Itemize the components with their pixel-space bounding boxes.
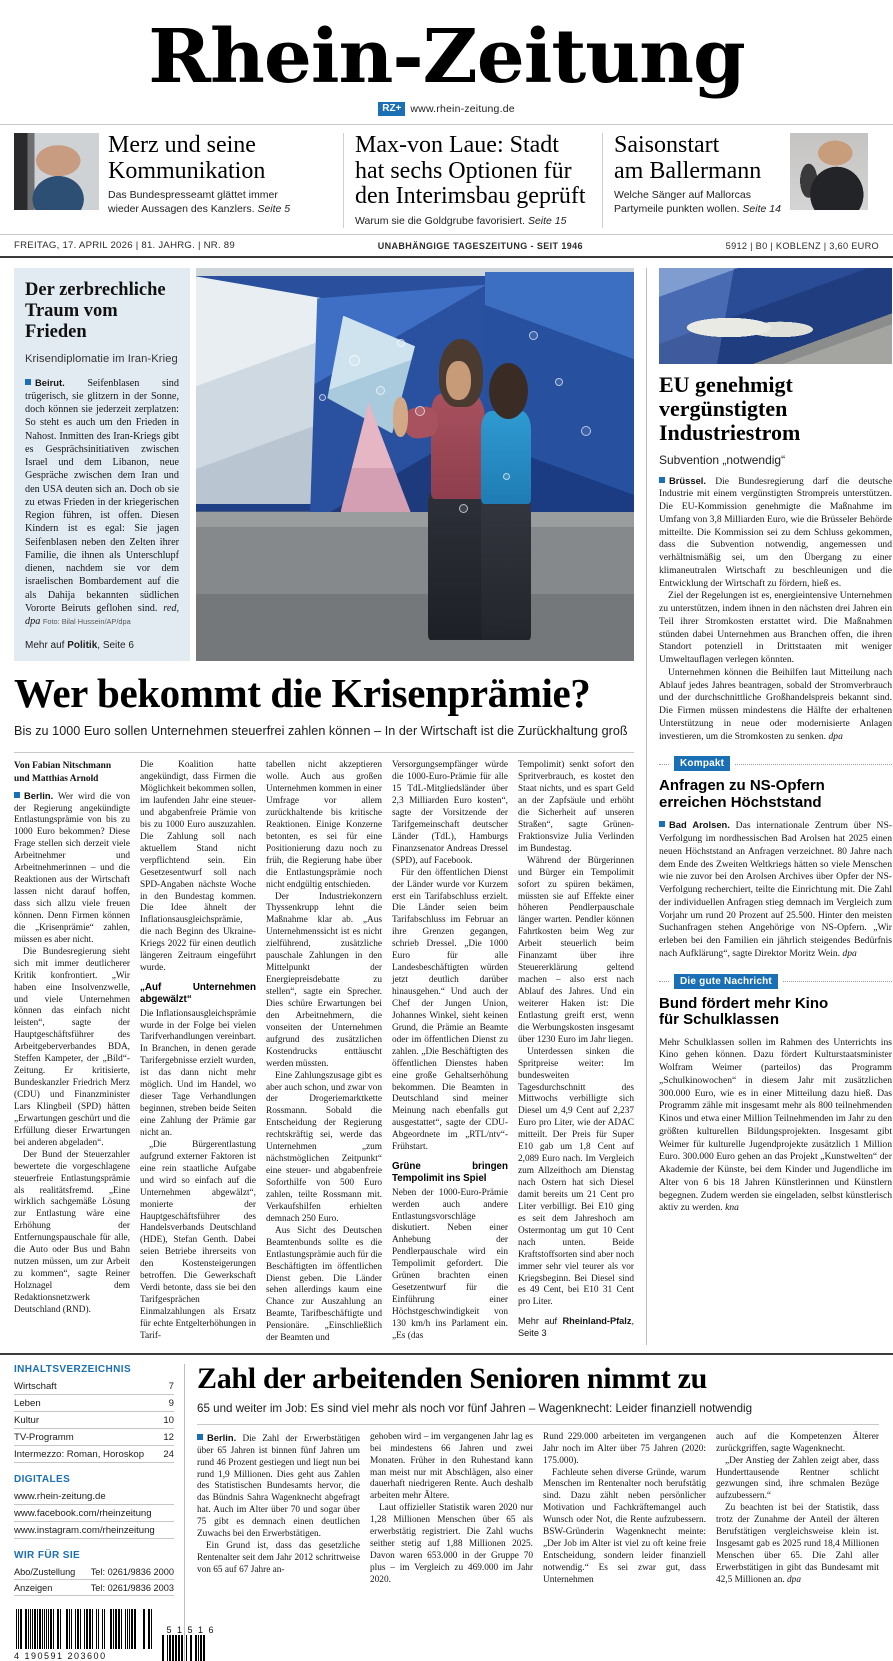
- service-phone: Tel: 0261/9836 2003: [90, 1582, 174, 1593]
- barcode-area: [14, 1609, 215, 1661]
- paragraph: Der Industriekonzern Thyssenkrupp lehnt die Maßnahme klar ab. „Aus Unternehmenssicht ist es nicht zielführend, zusätzliche pauschale Zahlungen in den Mittelpunkt der Energiepreisdebatte zu stellen“, sagte ein Sprecher. Dies schüre Erwartungen bei den Arbeitnehmern, die vonseiten der Unternehmen aufgrund des zusätzlichen Kostendrucks enttäuscht werden müssten.: [266, 891, 382, 1069]
- lead-story-text: [25, 377, 179, 629]
- lead-story-headline: Der zerbrechliche Traum vom Frieden: [25, 280, 166, 342]
- lead-story-kicker: Krisendiplomatie im Iran-Krieg: [25, 352, 178, 365]
- eu-article-photo: [659, 268, 892, 364]
- main-article-column-1: Von Fabian Nitschmann und Matthias Arnold Berlin. Wer wird die von der Regierung angekündigte Entlastungsprämie von bis zu 1000 Euro bekommen? Diese Frage stellen sich derzeit viele Arbeitnehmer und Arbeitnehmerinnen – und die Reaktionen aus der Wirtschaft lassen nicht darauf hoffen, dass sich allzu viele freuen können. Denn Firmen können die „Krisenprämie“ zahlen, müssen es aber nicht. Die Bundesregierung sieht sich mit immer deutlicherer Kritik konfrontiert. „Wir haben eine Insolvenzwelle, und viele Unternehmen können das einfach nicht leisten“, sagte der Hauptgeschäftsführer des Arbeitgeberverbandes BDA, Steffen Kampeter, der „Bild“-Zeitung. Er kritisierte, Bundeskanzler Friedrich Merz (CDU) und Finanzminister Lars Klingbeil (SPD) hätten „Erwartungen geschürt und die Erfüllung dieser Erwartungen bei anderen abgeladen“. Der Bund der Steuerzahler bewertete die vorgeschlagene steuerfreie Entlastungsprämie als realitätsfremd. „Eine wirklich sachgemäße Lösung zur Entlastung wäre eine Erhöhung der Entfernungspauschale für alle, die Auto oder Bus und Bahn nutzen müssen, um zur Arbeit zu kommen“, sagte Reiner Holznagel dem Redaktionsnetzwerk Deutschland (RND).: [14, 761, 131, 1315]
- index-entry-label: Intermezzo: Roman, Horoskop: [14, 1448, 145, 1460]
- dateline-date: FREITAG, 17. APRIL 2026 | 81. JAHRG. | NR. 89: [14, 240, 235, 252]
- lead-story-body: Seifenblasen sind trügerisch, sie glitzern in der Sonne, doch können sie jederzeit zerplatzen: So steht es auch um den Frieden in Nahost. Inmitten des Iran-Kriegs gibt es Gesprächsinitiativen zwischen Israel und dem Libanon, neue Gespräche zwischen dem Iran und den USA deuten sich an. Doch ob sie zu etwas Frieden in der kriegerischen Region führen, ist offen. Diesen Kindern ist es egal: Sie jagen Seifenblasen neben den Zelten ihrer Familie, die ihnen als Unterschlupf dienen, nachdem sie vor dem israelischen Bombardement auf die als Dahija bekannten südlichen Vororte Beiruts geflohen sind.: [25, 377, 179, 614]
- main-article-subhead-1: „Auf Unternehmen abgewälzt“: [140, 982, 256, 1005]
- index-title: INHALTSVERZEICHNIS: [14, 1364, 132, 1376]
- teaser-saisonstart[interactable]: [602, 133, 879, 228]
- gute-nachricht-tag-row: [659, 974, 892, 989]
- bottom-article-column-4: [716, 1432, 879, 1587]
- index-entry-label: Wirtschaft: [14, 1380, 57, 1392]
- paragraph: Tempolimit) senkt sofort den Spritverbrauch, es kostet den Staat nichts, und es spart Geld an der Zapfsäule und erhöht die Sicherheit auf unseren Straßen“, sagte Grünen-Fraktionsvize Julia Verlinden im Bundestag.: [518, 760, 634, 854]
- dateline-edition-price: 5912 | B0 | KOBLENZ | 3,60 EURO: [725, 240, 879, 251]
- gute-nachricht-body: Mehr Schulklassen sollen im Rahmen des Unterrichts ins Kino gehen können. Dazu fördert Kulturstaatsminister Wolfram Weimer (parteilos) das Programm „Schulkinowochen“ in diesem Jahr mit zusätzlichen 300.000 Euro, wie es in einer Mitteilung dazu hieß. Das Programm zähle mit insgesamt mehr als 800 teilnehmenden Kinos und etwa einer Million Teilnehmenden im Jahr zu den größten kulturellen Bildungsprojekten. Insgesamt gibt Weimer für kulturelle Jugendprojekte zusätzlich 1 Million Euro. 300.000 Euro gehen an das Projekt „Kunstwelten“ der Akademie der Künste, bei dem Kinder und Jugendliche im Alter von 6 bis 18 Jahren Künstlerinnen und Künstlern begegnen. Zudem werden sie eingeladen, selbst künstlerisch aktiv zu werden. kna: [659, 1036, 892, 1214]
- kompakt-tag: Kompakt: [674, 756, 730, 771]
- paragraph: Eine Zahlungszusage gibt es aber auch schon, und zwar von der Drogeriemarktkette Rossmann. Sobald die Entscheidung der Regierung rechtskräftig sei, werde das Unternehmen „zum nächstmöglichen Zeitpunkt“ eine steuer- und abgabenfreie Soforthilfe von 500 Euro zahlen, teilte Rossmann mit. Verkaufshilfen erhielten demnach 250 Euro.: [266, 1070, 382, 1224]
- kompakt-headline: Anfragen zu NS-Opfern erreichen Höchststand: [659, 777, 825, 811]
- bullet-square-icon: [659, 821, 665, 827]
- teaser-saisonstart-headline: Saisonstart am Ballermann: [614, 132, 762, 184]
- service-label: Abo/Zustellung: [14, 1566, 76, 1577]
- dateline-slogan: UNABHÄNGIGE TAGESZEITUNG - SEIT 1946: [377, 240, 583, 251]
- paragraph: Neben der 1000-Euro-Prämie werden auch andere Entlastungsvorschläge diskutiert. Neben einer Anhebung der Pendlerpauschale wird ein Tempolimit gefordert. Die Grünen brachten einen Gesetzentwurf für die Einführung einer Höchstgeschwindigkeit von 130 km/h ins Parlament ein. „Es (das: [392, 1187, 508, 1341]
- index-entry-page: 7: [168, 1380, 174, 1392]
- main-article-columns: [14, 752, 634, 1345]
- teaser-max-von-laue-subline: Warum sie die Goldgrube favorisiert. Seite 15: [355, 214, 567, 227]
- masthead: [0, 0, 893, 116]
- bottom-article-place: Berlin.: [207, 1431, 237, 1443]
- bottom-section: [0, 1353, 893, 1661]
- paragraph: Die Bundesregierung sieht sich mit immer deutlicherer Kritik konfrontiert. „Wir haben eine Insolvenzwelle, und viele Unternehmen können das einfach nicht leisten“, sagte der Hauptgeschäftsführer des Arbeitgeberverbandes BDA, Steffen Kampeter, der „Bild“-Zeitung. Er kritisierte, Bundeskanzler Friedrich Merz (CDU) und Finanzminister Lars Klingbeil (SPD) hätten „Erwartungen geschürt und die Erfüllung dieser Erwartungen bei anderen abgeladen“.: [14, 946, 130, 1148]
- paragraph: Rund 229.000 arbeiteten im vergangenen Jahr noch im Alter über 75 Jahren (2020: 175.000).: [543, 1431, 706, 1466]
- paragraph: „Der Anstieg der Zahlen zeigt aber, dass Hunderttausende Rentner schlicht gezwungen sind, ihre schmalen Bezüge aufzubessern.“: [716, 1455, 879, 1502]
- teaser-saisonstart-photo: [790, 133, 868, 210]
- kompakt-tag-row: [659, 756, 892, 771]
- paragraph: Ein Grund ist, dass das gesetzliche Rentenalter seit dem Jahr 2012 schrittweise von 65 auf 67 Jahre an-: [197, 1541, 360, 1576]
- bottom-article-column-3: [543, 1432, 706, 1587]
- digitales-title: DIGITALES: [14, 1474, 71, 1486]
- bullet-square-icon: [14, 792, 20, 798]
- child-figure-2: [476, 363, 537, 646]
- masthead-url-line: [0, 102, 893, 116]
- gute-nachricht-tag: Die gute Nachricht: [674, 974, 778, 989]
- paragraph: Aus Sicht des Deutschen Beamtenbunds sollte es die Entlastungsprämie auch für die Beschäftigten im öffentlichen Dienst geben. Die Länder sehen allerdings kaum eine Chance zur Auszahlung an Beamte, Tarifbeschäftigte und Pensionäre. „Einschließlich der Beamten und: [266, 1225, 382, 1344]
- index-entry-label: Kultur: [14, 1414, 40, 1426]
- eu-article-kicker: Subvention „notwendig“: [659, 452, 786, 467]
- paragraph: auch auf die Kompetenzen Älterer zurückgriffen, sagte Wagenknecht.: [716, 1431, 879, 1454]
- teaser-bar: [0, 124, 893, 235]
- rz-plus-badge[interactable]: RZ+: [378, 102, 405, 116]
- bottom-article-subhead: 65 und weiter im Job: Es sind viel mehr als noch vor fünf Jahren – Wagenknecht: Leider finanziell notwendig: [197, 1401, 753, 1415]
- lead-story-photo-credit: Foto: Bilal Hussein/AP/dpa: [42, 617, 131, 627]
- service-phone: Tel: 0261/9836 2000: [90, 1566, 174, 1577]
- paragraph: Unternehmen können die Beihilfen laut Mitteilung nach Ablauf jedes Jahres beantragen, sobald der Stromverbrauch und der durchschnittliche Großhandelspreis bekannt sind. Die Firmen müssen mindestens die Hälfte der erhaltenen Unterstützung in neue oder modernisierte Anlagen investieren, um die Stromkosten zu senken. dpa: [659, 666, 892, 742]
- teaser-max-von-laue-headline: Max-von Laue: Stadt hat sechs Optionen für den Interimsbau geprüft: [355, 132, 586, 210]
- index-entry-label: Leben: [14, 1397, 41, 1409]
- teaser-merz-headline: Merz und seine Kommunikation: [108, 132, 266, 184]
- bottom-article-columns: [197, 1424, 879, 1587]
- index-entry-page: 12: [163, 1431, 174, 1443]
- lead-story-box[interactable]: [14, 268, 190, 661]
- service-row-anzeigen: [14, 1580, 174, 1596]
- bullet-square-icon: [659, 477, 665, 483]
- index-entry-label: TV-Programm: [14, 1431, 74, 1443]
- paragraph: gehoben wird – im vergangenen Jahr lag es bei mindestens 66 Jahren und zwei Monaten. Früher in den Ruhestand kann man meist nur mit Abschlägen, also einer dauerhaft niedrigeren Rente. Auch deshalb arbeiten mehr Ältere.: [370, 1431, 533, 1502]
- paragraph: Ziel der Regelungen ist es, energieintensive Unternehmen zu unterstützen, indem ihnen in den nächsten drei Jahren ein Teil ihrer Stromkosten erstattet wird. Die Maßnahmen stünden dabei Unternehmen aus Branchen offen, die ihren Standort potenziell in Drittstaaten mit weniger Umweltauflagen verlegen könnten.: [659, 590, 892, 666]
- eu-article-body: Brüssel. Die Bundesregierung darf die deutsche Industrie mit einem vergünstigten Strompreis unterstützen. Die EU-Kommission genehmigte die Maßnahme im Umfang von 3,8 Milliarden Euro, wie die Brüsseler Behörde mitteilte. Die Kommission sei zu dem Schluss gekommen, dass die Subvention notwendig, angemessen und verhältnismäßig sei, um den Übergang zu einer klimaneutralen Wirtschaft zu beschleunigen und die Entwicklung der Wirtschaft zu fördern, hieß es. Ziel der Regelungen ist es, energieintensive Unternehmen zu unterstützen, indem ihnen in den nächsten drei Jahren ein Teil ihrer Stromkosten erstattet wird. Die Maßnahmen stünden dabei Unternehmen aus Branchen offen, die ihren Standort potenziell in Drittstaaten mit weniger Umweltauflagen verlegen könnten. Unternehmen können die Beihilfen laut Mitteilung nach Ablauf jedes Jahres beantragen, sobald der Stromverbrauch und der durchschnittliche Großhandelspreis bekannt sind. Die Firmen müssen mindestens die Hälfte der erhaltenen Unterstützung in neue oder modernisierte Anlagen investieren, um die Stromkosten zu senken. dpa: [659, 474, 893, 742]
- index-entry[interactable]: [14, 1378, 174, 1395]
- teaser-saisonstart-subline: Welche Sänger auf Mallorcas Partymeile punkten wollen. Seite 14: [614, 189, 781, 216]
- paragraph: Fachleute sehen diverse Gründe, warum Menschen im Rentenalter noch berufstätig sind. Dazu zählt neben persönlicher Motivation und Fachkräftemangel auch Wunsch oder Not, die Rente aufzubessern. BSW-Gründerin Wagenknecht meinte: „Der Job im Alter ist viel zu oft keine freie Entscheidung, sondern leider finanziell notwendig.“ Es sei zwar gut, dass Unternehmen: [543, 1467, 706, 1585]
- service-label: Anzeigen: [14, 1582, 53, 1593]
- index-box: [14, 1364, 215, 1661]
- lead-story-row: [14, 268, 634, 661]
- paragraph: Die Inflationsausgleichsprämie wurde in der Folge bei vielen Tarifverhandlungen vereinbart. In Branchen, in denen gerade Tarifergebnisse erzielt wurden, ist das dann nicht mehr möglich. Und im Handel, wo dieser Tage Verhandlungen beginnen, streben beide Seiten eine Zahlung der Prämie gar nicht an.: [140, 1008, 256, 1138]
- main-article-column-4: [392, 760, 508, 1345]
- index-entry-page: 10: [163, 1414, 174, 1426]
- lead-story-photo: [196, 268, 634, 661]
- right-rail: [646, 268, 892, 1345]
- digitales-link-website[interactable]: www.rhein-zeitung.de: [14, 1488, 174, 1505]
- main-article-column-2: [140, 760, 256, 1345]
- paragraph: Der Bund der Steuerzahler bewertete die vorgeschlagene steuerfreie Entlastungsprämie als realitätsfremd. „Eine wirklich sachgemäße Lösung zur Entlastung wäre eine Erhöhung der Entfernungspauschale für alle, die Auto oder Bus und Bahn nutzen müssen, um zur Arbeit zu kommen“, sagte Reiner Holznagel dem Redaktionsnetzwerk Deutschland (RND).: [14, 1149, 130, 1315]
- paragraph: Während der Bürgerinnen und Bürger ein Tempolimit sofort zu spüren bekämen, müssten sie auf Effekte einer höheren Pendlerpauschale länger warten. Pendler können Fahrtkosten beim Weg zur Arbeit steuerlich beim Finanzamt über ihre Steuererklärung geltend machen – also erst nach Ablauf des Jahres. Und ein weiterer Haken ist: Die Entlastung greift erst, wenn die Werbungskosten insgesamt über 1230 Euro im Jahr liegen.: [518, 855, 634, 1045]
- teaser-max-von-laue[interactable]: [343, 133, 602, 228]
- dateline-bar: [0, 235, 893, 258]
- paragraph: Laut offizieller Statistik waren 2020 nur 1,28 Millionen Menschen über 65 als erwerbstätig registriert. Die Zahl wuchs seither stetig auf 1,88 Millionen 2025. Davon waren 653.000 in der Gruppe 70 plus – im Vergleich zu 469.000 im Jahr 2020.: [370, 1503, 533, 1585]
- kompakt-body: Bad Arolsen. Das internationale Zentrum über NS-Verfolgung im nordhessischen Bad Arolsen hat 2025 einen neuen Höchststand an Anfragen verzeichnet. 80 Jahre nach dem Ende des Zweiten Weltkriegs hätten so viele Menschen wie nie zuvor bei den Arolsen Archives über Opfer der NS-Verfolgung recherchiert, teilte die Einrichtung mit. Die Zahl der individuellen Anfragen stieg demnach im Vergleich zum Vorjahr um rund 20 Prozent auf 25.500. Hinter den meisten Suchanfragen stehen Angehörige von NS-Opfern. „Wir erleben bei den Familien ein jährlich steigendes Bedürfnis nach Aufklärung“, sagte Direktor Moritz Wein. dpa: [659, 819, 893, 959]
- service-title: WIR FÜR SIE: [14, 1550, 81, 1562]
- bottom-article: [184, 1364, 879, 1661]
- paragraph: Die Koalition hatte angekündigt, dass Firmen die Möglichkeit bekommen sollen, im laufenden Jahr eine steuer- und abgabenfreie Prämie von bis zu 1000 Euro auszuzahlen. Die Zahlung soll nach aktuellem Stand nicht verpflichtend sein. Ein Gesetzesentwurf soll nach SPD-Angaben nächste Woche in den Bundestag kommen. Die Idee ähnelt der Inflationsausgleichsprämie, die nach Beginn des Ukraine-Kriegs 2022 für einen deutlich längeren Zeitraum eingeführt wurde.: [140, 760, 256, 974]
- bottom-article-headline: Zahl der arbeitenden Senioren nimmt zu: [197, 1362, 708, 1396]
- eu-article-place: Brüssel.: [669, 474, 706, 486]
- paragraph: „Die Bürgerentlastung aufgrund externer Faktoren ist eine rein staatliche Aufgabe und wird so einfach auf die Unternehmen abgewälzt“, monierte der Hauptgeschäftsführer des Handelsverbands Deutschland (HDE), Stefan Genth. Dabei seien Betriebe ihrerseits von den Kostensteigerungen betroffen. Die Gewerkschaft Verdi betonte, dass sie bei den Tarifgesprächen Einmalzahlungen als Ersatz für echte Entgelterhöhungen in Tarif-: [140, 1139, 256, 1341]
- main-article-column-5: [518, 760, 634, 1345]
- index-entry[interactable]: [14, 1446, 174, 1463]
- lead-story-place: Beirut.: [35, 376, 65, 388]
- main-article-headline: Wer bekommt die Krisenprämie?: [14, 670, 591, 717]
- page-body: [0, 258, 893, 1345]
- paragraph: Für den öffentlichen Dienst der Länder wurde vor Kurzem erst ein Tarifabschluss erzielt. Die Länder seien beim Tarifabschluss im Februar an ihre Grenzen gegangen, schrieb Dressel. „Die 1000 Euro für alle Landesbeschäftigten würden jetzt deutlich darüber hinausgehen.“ Und auch der Chef der Jungen Union, Johannes Winkel, sieht keinen Grund, die Prämie an Beamte oder im öffentlichen Dienst zu zahlen. „Die Beschäftigten des öffentlichen Dienstes haben eine große Gehaltserhöhung bekommen. Die Beamten in Deutschland sind meiner Meinung nach ebenfalls gut ausgestattet“, sagte der CDU-Abgeordnete im „RTL/ntv“-Frühstart.: [392, 867, 508, 1153]
- bottom-article-column-2: [370, 1432, 533, 1587]
- digitales-block: [14, 1474, 174, 1539]
- main-article-subhead: Bis zu 1000 Euro sollen Unternehmen steuerfrei zahlen können – In der Wirtschaft ist die Zurückhaltung groß: [14, 724, 628, 739]
- barcode-ean: [14, 1609, 154, 1649]
- index-entry-page: 9: [168, 1397, 174, 1409]
- gute-nachricht-headline: Bund fördert mehr Kino für Schulklassen: [659, 994, 829, 1029]
- teaser-merz-photo: [14, 133, 99, 210]
- index-entry[interactable]: [14, 1412, 174, 1429]
- eu-article-headline: EU genehmigt vergünstigten Industriestrom: [659, 372, 801, 445]
- bullet-square-icon: [197, 1434, 203, 1440]
- service-row-abo: [14, 1564, 174, 1580]
- teaser-merz-subline: Das Bundespresseamt glättet immer wieder Aussagen des Kanzlers. Seite 5: [108, 189, 291, 216]
- digitales-link-instagram[interactable]: www.instagram.com/rheinzeitung: [14, 1522, 174, 1539]
- teaser-merz[interactable]: [14, 133, 343, 228]
- kompakt-place: Bad Arolsen.: [669, 819, 730, 831]
- paragraph: Zu beachten ist bei der Statistik, dass trotz der Zunahme der Anteil der älteren Berufstätigen vergleichsweise klein ist. Insgesamt gab es 2025 rund 18,4 Millionen Menschen über 65. Die Zahl aller Erwerbstätigen in gibt das Bundesamt mit 42,5 Millionen an. dpa: [716, 1503, 879, 1585]
- main-article-place: Berlin.: [24, 789, 54, 801]
- index-entry-page: 24: [163, 1448, 174, 1460]
- paragraph: Versorgungsempfänger würde die 1000-Euro-Prämie für alle 15 TdL-Mitgliedsländer über 2,3 Milliarden Euro kosten“, sagte der Vorsitzende der Tarifgemeinschaft deutscher Länder (TdL), Hamburgs Finanzsenator Andreas Dressel (SPD), auf Facebook.: [392, 760, 508, 866]
- newspaper-title: Rhein-Zeitung: [148, 14, 745, 100]
- main-article-subhead-2: Grüne bringen Tempolimit ins Spiel: [392, 1161, 508, 1184]
- main-article-column-3: [266, 760, 382, 1345]
- service-block: [14, 1550, 174, 1596]
- bullet-square-icon: [25, 379, 31, 385]
- index-entry[interactable]: [14, 1395, 174, 1412]
- index-entry[interactable]: [14, 1429, 174, 1446]
- paragraph: Unterdessen sinken die Spritpreise weiter: Im bundesweiten Tagesdurchschnitt des Mittwochs verbilligte sich Diesel um 4,9 Cent auf 2,237 Euro pro Liter, wie der ADAC mitteilt. Der Preis für Super E10 gab um 1,8 Cent auf 2,089 Euro nach. Im Vergleich zum Allzeithoch am Dienstag nach Ostern hat sich Diesel damit bereits um 21 Cent pro Liter verbilligt. Bei E10 ging es seit dem Jahreshoch am Ostermontag um gut 10 Cent nach unten. Beide Kraftstoffsorten sind aber noch immer sehr viel teurer als vor Kriegsbeginn. Bei Diesel sind es 49 Cent, bei E10 31 Cent pro Liter.: [518, 1046, 634, 1308]
- lead-story-agency: red, dpa: [25, 602, 180, 628]
- digitales-link-facebook[interactable]: www.facebook.com/rheinzeitung: [14, 1505, 174, 1522]
- paragraph: tabellen nicht akzeptieren wolle. Auch aus großen Unternehmen kommen in einer Umfrage vor allem zurückhaltende bis kritische Reaktionen. Einige Konzerne betonten, es sei für eine Positionierung dazu noch zu früh, die Regierung habe über die Entlastungsprämie noch nicht endgültig entschieden.: [266, 760, 382, 890]
- barcode-ean-number: 4 190591 203600: [14, 1651, 107, 1661]
- main-article-byline: Von Fabian Nitschmann und Matthias Arnold: [14, 761, 112, 784]
- lead-story-more-link[interactable]: Mehr auf Politik, Seite 6: [25, 640, 134, 652]
- main-article-more-link[interactable]: Mehr auf Rheinland-Pfalz, Seite 3: [518, 1316, 634, 1339]
- main-content-zone: [14, 268, 634, 1345]
- bottom-article-column-1: Berlin. Die Zahl der Erwerbstätigen über 65 Jahren ist binnen fünf Jahren um rund 46 Prozent gestiegen und liegt nun bei rund 1,9 Millionen. Dies geht aus Zahlen des Statistischen Bundesamts hervor, die das Bündnis Sahra Wagenknecht abgefragt hat. Auch im Alter über 70 und sogar über 75 gibt es demnach einen deutlichen Zuwachs bei den Erwerbstätigen. Ein Grund ist, dass das gesetzliche Rentenalter seit dem Jahr 2012 schrittweise von 65 auf 67 Jahre an-: [197, 1431, 360, 1576]
- masthead-domain[interactable]: www.rhein-zeitung.de: [410, 103, 515, 116]
- barcode-addon-number: 5 1 5 1 6: [166, 1625, 215, 1636]
